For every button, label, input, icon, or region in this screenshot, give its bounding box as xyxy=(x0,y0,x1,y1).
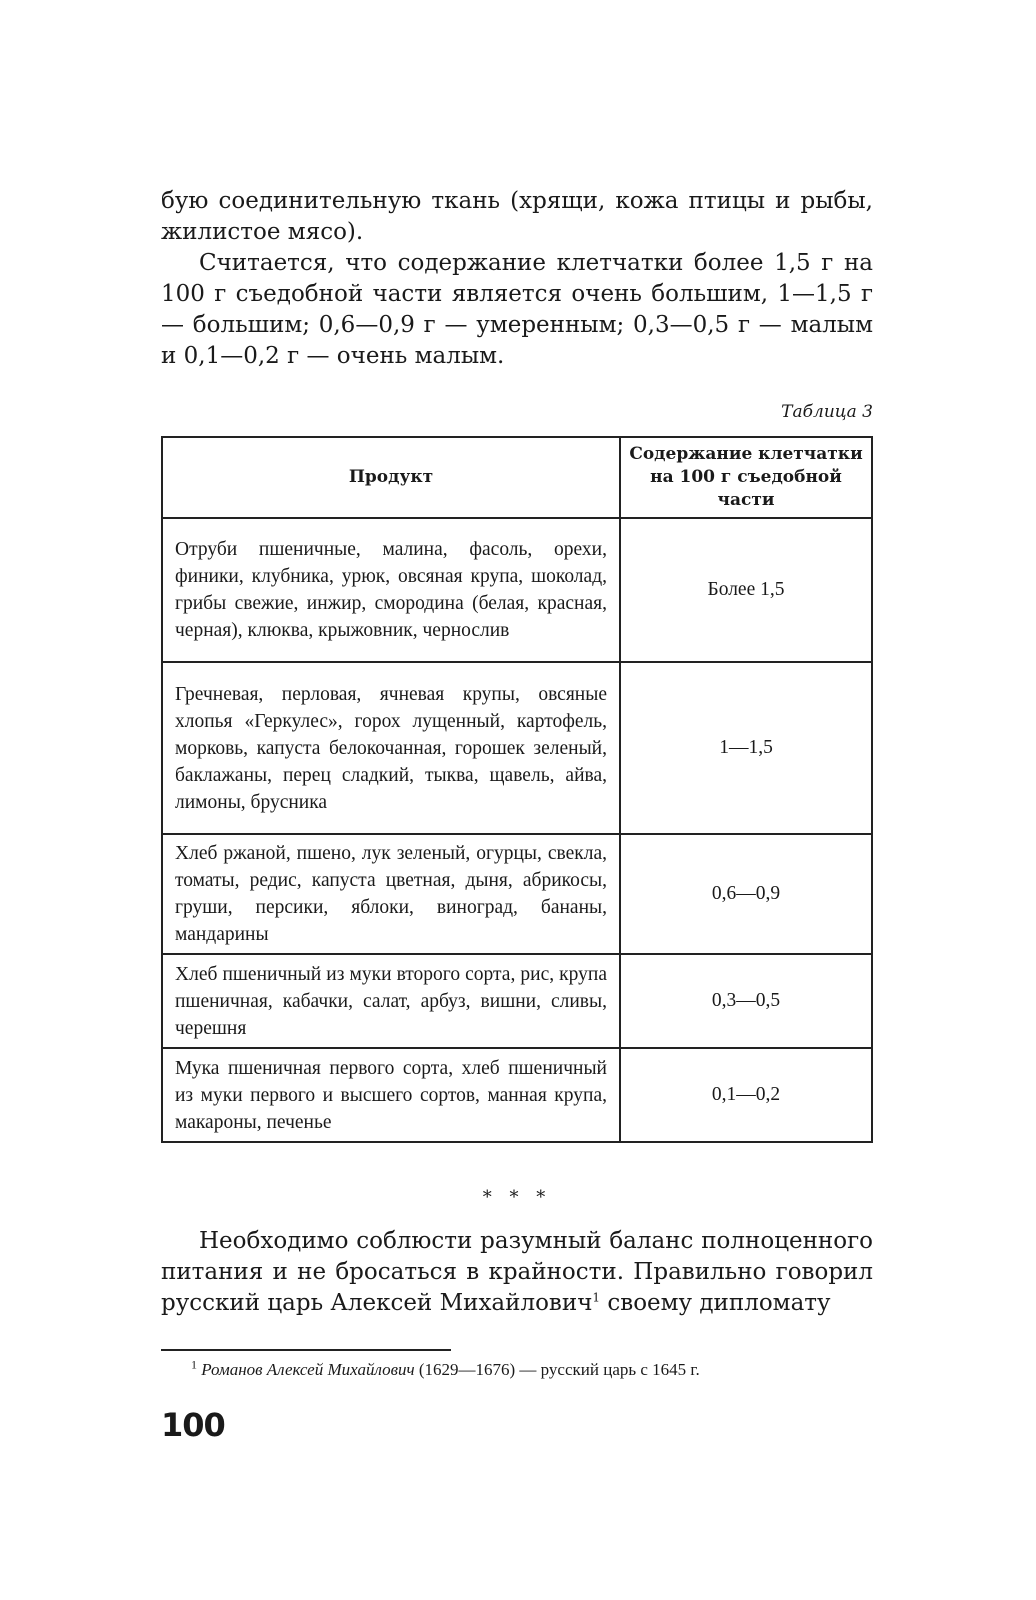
footnote-name: Романов Алексей Михайлович xyxy=(201,1360,415,1379)
product-cell: Гречневая, перловая, ячневая крупы, овсяные хлопья «Геркулес», горох лущенный, картофель, морковь, капуста белокочанная, горошек зеленый, баклажаны, перец сладкий, тыква, щавель, айва, лимоны, брусника xyxy=(162,662,620,834)
fiber-table xyxy=(161,436,873,1143)
table-row xyxy=(162,834,872,954)
page-body xyxy=(161,186,873,1381)
table-row xyxy=(162,662,872,834)
closing-tail: своему дипломату xyxy=(600,1290,831,1316)
product-cell: Хлеб ржаной, пшено, лук зеленый, огурцы, свекла, томаты, редис, капуста цветная, дыня, абрикосы, груши, персики, яблоки, виноград, бананы, мандарины xyxy=(162,834,620,954)
table-caption: Таблица 3 xyxy=(781,402,873,422)
product-cell: Отруби пшеничные, малина, фасоль, орехи, финики, клубника, урюк, овсяная крупа, шоколад, грибы свежие, инжир, смородина (белая, красная, черная), клюква, крыжовник, чернослив xyxy=(162,518,620,662)
value-cell: 1—1,5 xyxy=(620,662,872,834)
footnote-mark: 1 xyxy=(191,1357,197,1372)
product-cell: Мука пшеничная первого сорта, хлеб пшеничный из муки первого и высшего сортов, манная крупа, макароны, печенье xyxy=(162,1048,620,1142)
table-row xyxy=(162,954,872,1048)
footnote xyxy=(161,1359,873,1381)
value-cell: 0,6—0,9 xyxy=(620,834,872,954)
page-number: 100 xyxy=(161,1406,225,1444)
header-content: Содержание клетчатки на 100 г съедобной части xyxy=(620,437,872,518)
footnote-divider xyxy=(161,1349,451,1351)
footnote-reference: 1 xyxy=(592,1290,601,1305)
table-row xyxy=(162,1048,872,1142)
paragraph-fiber-levels: Считается, что содержание клетчатки более 1,5 г на 100 г съедобной части является очень большим, 1—1,5 г — большим; 0,6—0,9 г — умеренным; 0,3—0,5 г — малым и 0,1—0,2 г — очень малым. xyxy=(161,250,873,369)
paragraph-closing xyxy=(161,1226,873,1319)
value-cell: Более 1,5 xyxy=(620,518,872,662)
header-product: Продукт xyxy=(162,437,620,518)
closing-text: Необходимо соблюсти разумный баланс полноценного питания и не бросаться в крайности. Правильно говорил русский царь Алексей Михайлович xyxy=(161,1228,873,1316)
paragraph-intro: бую соединительную ткань (хрящи, кожа птицы и рыбы, жилистое мясо). xyxy=(161,188,873,245)
value-cell: 0,1—0,2 xyxy=(620,1048,872,1142)
footnote-text: (1629—1676) — русский царь с 1645 г. xyxy=(414,1360,700,1379)
product-cell: Хлеб пшеничный из муки второго сорта, рис, крупа пшеничная, кабачки, салат, арбуз, вишни, сливы, черешня xyxy=(162,954,620,1048)
section-separator: * * * xyxy=(482,1187,552,1208)
table-header-row xyxy=(162,437,872,518)
value-cell: 0,3—0,5 xyxy=(620,954,872,1048)
table-row xyxy=(162,518,872,662)
